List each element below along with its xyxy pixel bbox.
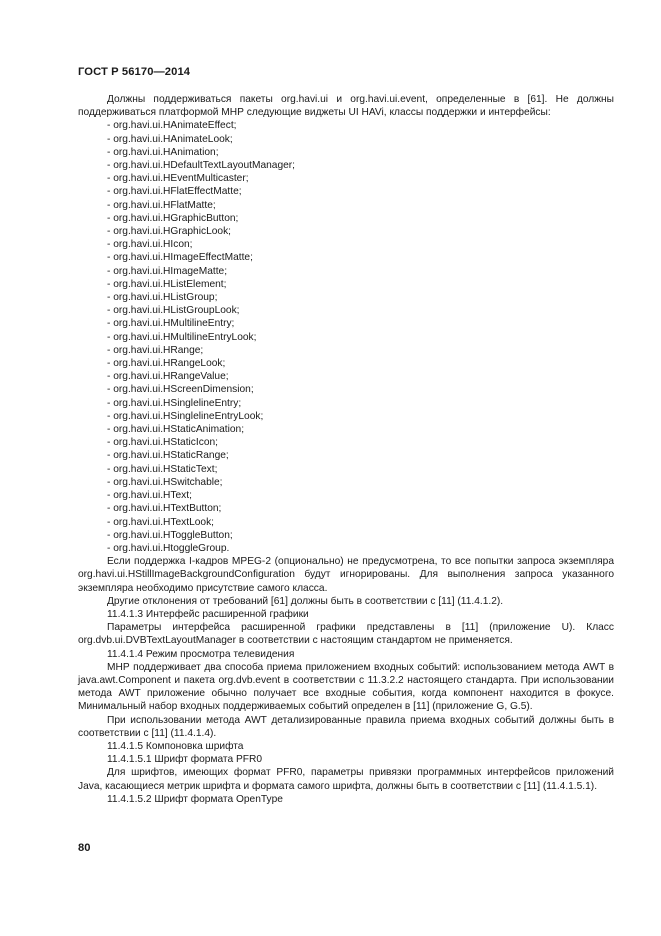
page-body — [78, 93, 614, 806]
paragraph-pfr0: Для шрифтов, имеющих формат PFR0, параметры привязки программных интерфейсов приложений Java, касающиеся метрик шрифта и формата самого шрифта, должны быть в соответствии с [11] (11.4.1.5.1). — [78, 767, 614, 792]
section-heading-11-4-1-5-2: 11.4.1.5.2 Шрифт формата OpenType — [107, 793, 283, 805]
section-heading-11-4-1-3: 11.4.1.3 Интерфейс расширенной графики — [107, 608, 309, 620]
list-item: - org.havi.ui.HSwitchable; — [107, 476, 223, 488]
paragraph-other-deviations: Другие отклонения от требований [61] должны быть в соответствии с [11] (11.4.1.2). — [107, 595, 504, 607]
list-item: - org.havi.ui.HStaticIcon; — [107, 437, 218, 449]
excluded-classes-list — [78, 119, 614, 555]
paragraph-input-events: МНР поддерживает два способа приема приложением входных событий: использованием метода AWT в java.awt.Component и пакета org.dvb.event в соответствии с 11.3.2.2 настоящего стандарта. При использовании метода AWT приложение обычно получает все входные события, когда компонент находится в фокусе. Минимальный набор входных поддерживаемых событий определен в [11] (приложение G, G.5). — [78, 661, 614, 713]
list-item: - org.havi.ui.HStaticRange; — [107, 450, 229, 462]
list-item: - org.havi.ui.HListElement; — [107, 278, 227, 290]
list-item: - org.havi.ui.HGraphicButton; — [107, 212, 239, 224]
list-item: - org.havi.ui.HRangeLook; — [107, 358, 226, 370]
list-item: - org.havi.ui.HMultilineEntry; — [107, 318, 235, 330]
list-item: - org.havi.ui.HGraphicLook; — [107, 226, 232, 238]
list-item: - org.havi.ui.HImageMatte; — [107, 265, 228, 277]
paragraph-extended-graphics: Параметры интерфейса расширенной графики представлены в [11] (приложение U). Класс org.dvb.ui.DVBTextLayoutManager в соответствии с настоящим стандартом не применяется. — [78, 622, 614, 647]
section-heading-11-4-1-4: 11.4.1.4 Режим просмотра телевидения — [107, 648, 295, 660]
list-item: - org.havi.ui.HSinglelineEntryLook; — [107, 410, 264, 422]
list-item: - org.havi.ui.HFlatMatte; — [107, 199, 216, 211]
list-item: - org.havi.ui.HEventMulticaster; — [107, 173, 249, 185]
list-item: - org.havi.ui.HAnimateLook; — [107, 133, 233, 145]
list-item: - org.havi.ui.HtoggleGroup. — [107, 542, 230, 554]
intro-paragraph: Должны поддерживаться пакеты org.havi.ui и org.havi.ui.event, определенные в [61]. Не должны поддерживаться платформой МНР следующие виджеты UI HAVi, классы поддержки и интерфейсы: — [78, 94, 614, 119]
list-item: - org.havi.ui.HMultilineEntryLook; — [107, 331, 257, 343]
list-item: - org.havi.ui.HListGroup; — [107, 292, 218, 304]
list-item: - org.havi.ui.HAnimateEffect; — [107, 120, 237, 132]
paragraph-awt-rules: При использовании метода AWT детализированные правила приема входных событий должны быть в соответствии с [11] (11.4.1.4). — [78, 714, 614, 739]
list-item: - org.havi.ui.HScreenDimension; — [107, 384, 254, 396]
list-item: - org.havi.ui.HText; — [107, 490, 192, 502]
list-item: - org.havi.ui.HIcon; — [107, 239, 193, 251]
paragraph-iframes: Если поддержка I-кадров MPEG-2 (опционально) не предусмотрена, то все попытки запроса экземпляра org.havi.ui.HStillImageBackgroundConfiguration будут игнорированы. Для выполнения запроса указанного экземпляра необходимо присутствие самого класса. — [78, 556, 614, 594]
list-item: - org.havi.ui.HStaticAnimation; — [107, 424, 245, 436]
list-item: - org.havi.ui.HToggleButton; — [107, 529, 233, 541]
list-item: - org.havi.ui.HRange; — [107, 344, 204, 356]
list-item: - org.havi.ui.HListGroupLook; — [107, 305, 240, 317]
list-item: - org.havi.ui.HRangeValue; — [107, 371, 229, 383]
list-item: - org.havi.ui.HDefaultTextLayoutManager; — [107, 160, 295, 172]
section-heading-11-4-1-5-1: 11.4.1.5.1 Шрифт формата PFR0 — [107, 754, 262, 766]
list-item: - org.havi.ui.HSinglelineEntry; — [107, 397, 242, 409]
list-item: - org.havi.ui.HTextButton; — [107, 503, 222, 515]
section-heading-11-4-1-5: 11.4.1.5 Компоновка шрифта — [107, 740, 244, 752]
list-item: - org.havi.ui.HTextLook; — [107, 516, 215, 528]
list-item: - org.havi.ui.HAnimation; — [107, 146, 219, 158]
document-header: ГОСТ Р 56170—2014 — [78, 66, 191, 78]
page-number: 80 — [78, 842, 91, 854]
list-item: - org.havi.ui.HImageEffectMatte; — [107, 252, 253, 264]
list-item: - org.havi.ui.HFlatEffectMatte; — [107, 186, 242, 198]
list-item: - org.havi.ui.HStaticText; — [107, 463, 218, 475]
